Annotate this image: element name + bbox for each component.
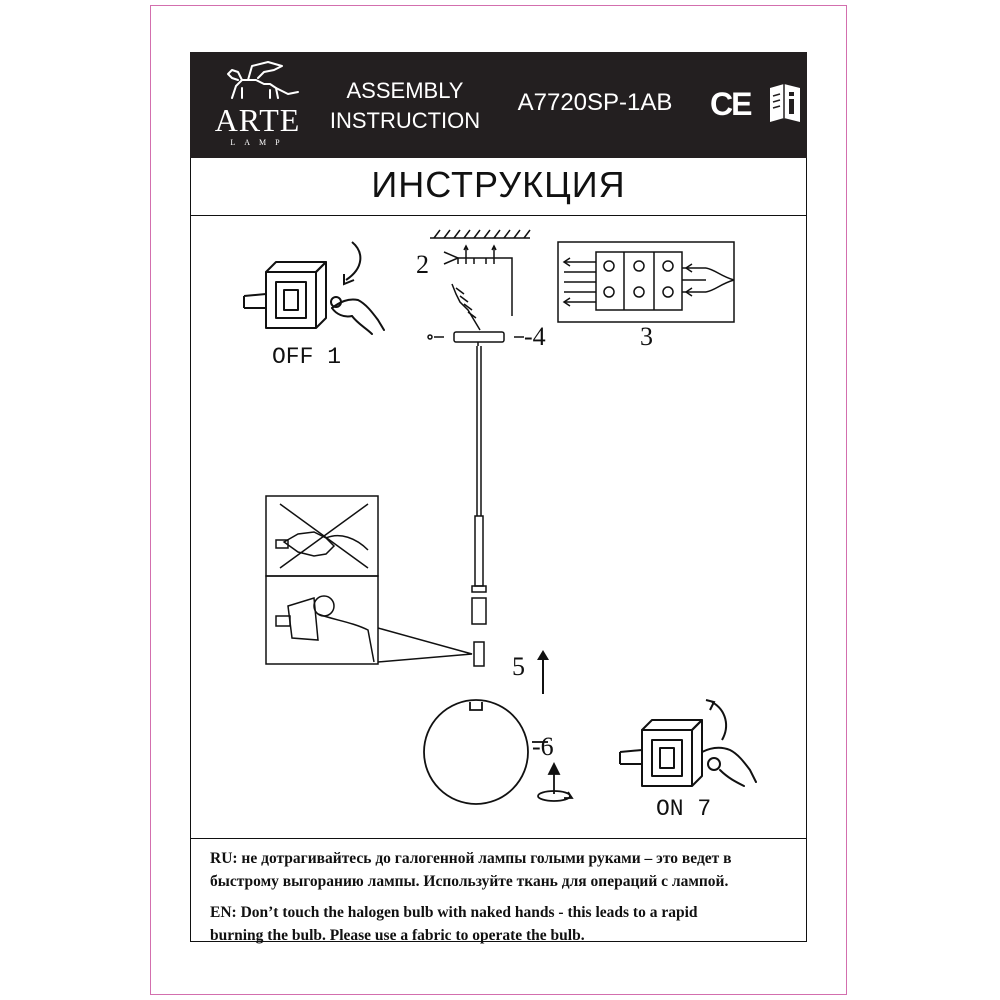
note-ru-line1: RU: не дотрагивайтесь до галогенной лампы голыми руками – это ведет в bbox=[210, 850, 732, 867]
ce-mark: CE bbox=[710, 86, 751, 122]
step-on-label: ON 7 bbox=[656, 796, 712, 822]
note-en-line1: EN: Don’t touch the halogen bulb with naked hands - this leads to a rapid bbox=[210, 904, 698, 921]
note-en bbox=[210, 901, 800, 947]
manual-info-icon bbox=[768, 82, 802, 126]
assembly-line1: ASSEMBLY bbox=[346, 78, 464, 103]
brand-subtitle: LAMP bbox=[230, 138, 289, 147]
hand-icon bbox=[331, 297, 384, 334]
model-number: A7720SP-1AB bbox=[517, 89, 673, 116]
assembly-line2: INSTRUCTION bbox=[329, 108, 481, 133]
step-6-label: -6 bbox=[532, 732, 554, 761]
bulb-handling-illustration bbox=[264, 494, 484, 674]
rotate-arrow-icon bbox=[346, 242, 360, 280]
note-ru-line2: быстрому выгоранию лампы. Используйте ткань для операций с лампой. bbox=[210, 873, 729, 890]
note-en-line2: burning the bulb. Please use a fabric to operate the bulb. bbox=[210, 927, 585, 944]
step-5-label: 5 bbox=[512, 652, 525, 681]
step-4-label: -4 bbox=[524, 322, 546, 351]
terminal-block-illustration bbox=[556, 240, 736, 324]
switch-off-illustration bbox=[240, 238, 390, 338]
lion-logo-icon bbox=[212, 58, 307, 106]
brand-name: ARTE bbox=[214, 102, 301, 138]
step-3-label: 3 bbox=[640, 322, 653, 351]
instruction-title-ru: ИНСТРУКЦИЯ bbox=[371, 164, 626, 205]
step-off-label: OFF 1 bbox=[272, 344, 342, 370]
rotate-arrow-icon bbox=[712, 702, 726, 740]
note-ru bbox=[210, 847, 800, 893]
step-2-label: 2 bbox=[416, 250, 429, 279]
hand-icon bbox=[702, 748, 756, 786]
notes-divider bbox=[190, 838, 807, 839]
up-arrow-icon bbox=[536, 648, 550, 696]
rotate-up-icon bbox=[538, 764, 572, 801]
switch-on-illustration bbox=[616, 696, 766, 796]
assembly-instruction-label bbox=[320, 76, 490, 136]
title-divider bbox=[190, 215, 807, 216]
ceiling-bracket-illustration bbox=[430, 224, 540, 284]
